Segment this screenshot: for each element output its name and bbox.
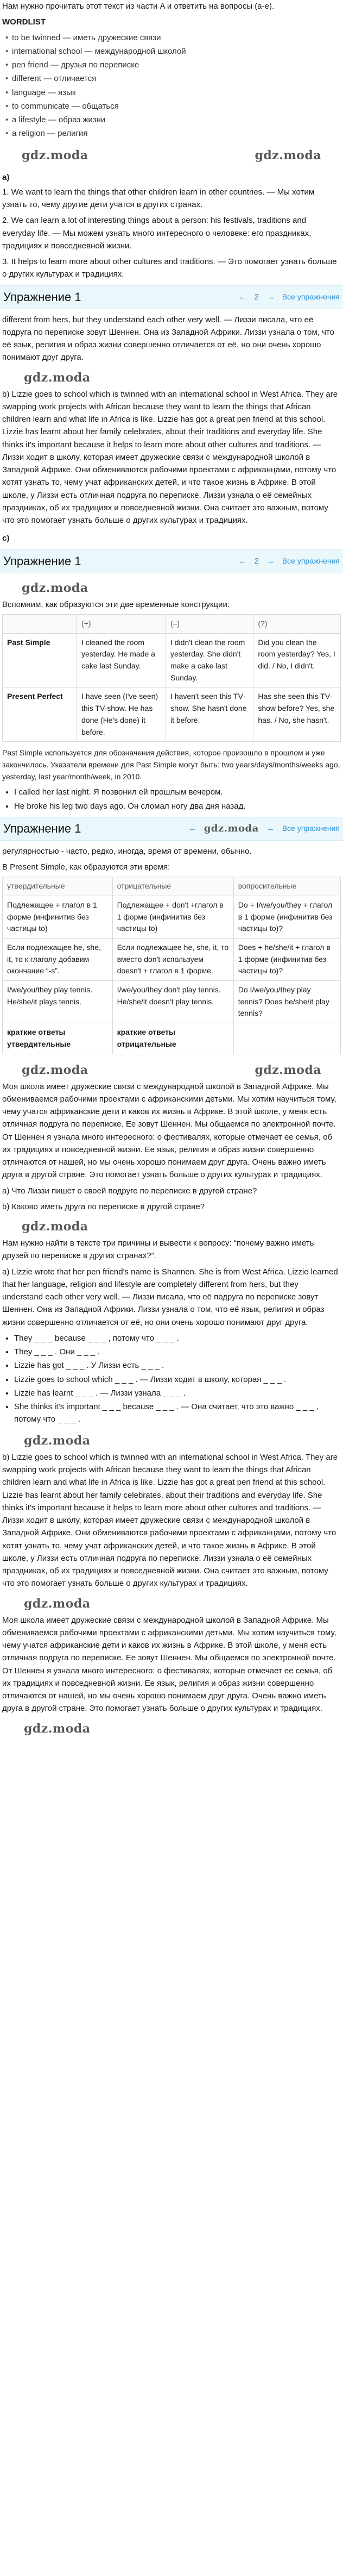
watermark: gdz.moda: [24, 1721, 91, 1736]
exercise-nav-title: Упражнение 1: [3, 290, 81, 304]
table-cell: Если подлежащее he, she, it, то вместо don't используем doesn't + глагол в 1 форме.: [112, 939, 233, 981]
table-cell: I haven't seen this TV-show. She hasn't done it before.: [166, 687, 253, 742]
table-cell: I/we/you/they don't play tennis. He/she/it doesn't play tennis.: [112, 981, 233, 1023]
next-arrow-icon[interactable]: →: [266, 824, 275, 834]
exercise-nav-title: Упражнение 1: [3, 554, 81, 568]
table-cell: Если подлежащее he, she, it, то к глаголу добавим окончание “-s”.: [3, 939, 113, 981]
grammar-lead: регулярностью - часто, редко, иногда, время от времени, обычно.: [2, 846, 252, 856]
watermark: gdz.moda: [24, 1433, 91, 1448]
text-block: [0, 314, 343, 545]
part-a-para: 3. It helps to learn more about other cultures and traditions. — Это помогает узнать больше о других культурах и традициях.: [2, 257, 337, 279]
table-row: [3, 633, 341, 687]
watermark: gdz.moda: [204, 822, 259, 834]
all-exercises-link[interactable]: Все упражнения: [282, 292, 340, 301]
exercise-nav-controls: [238, 291, 340, 303]
exercise-page-number: 2: [254, 557, 259, 566]
part-a-para: 1. We want to learn the things that other children learn in other countries. — Мы хотим узнать то, чему другие дети учатся в других странах.: [2, 187, 315, 210]
exercise-page-number: 2: [254, 292, 259, 302]
intro-block: [0, 0, 343, 141]
part-a-block: [0, 171, 343, 281]
table-header: вопросительные: [233, 877, 340, 896]
exercise-nav: [0, 285, 343, 309]
watermark-row: [0, 145, 343, 166]
wordlist-item: • to communicate — общаться: [2, 99, 341, 113]
table-row: [3, 981, 341, 1023]
school-text-para: Моя школа имеет дружеские связи с международной школой в Западной Африке. Мы обмениваемся рабочими проектами с африканскими детьми. Мы хотим научиться тому, чему учатся африканские дети и каков их жизнь в Африке. В этой школе, у меня есть отличная подруга по переписке. Ее зовут Шеннен. Мы общаемся по электронной почте. От Шеннен я узнала много интересного: о фестивалях, которые отмечает ее семья, об их традициях и повседневной жизни. Ее язык, религия и образ жизни совершенно отличаются от нашей, но мы очень хорошо понимаем друг друга. Очень важно иметь друга в другой стране. Это помогает узнать больше о других культурах и традициях.: [2, 1081, 336, 1180]
watermark-row: [2, 367, 341, 388]
table-header: (?): [253, 615, 341, 634]
answer-template-item: • She thinks it's important _ _ _ because _ _ _ . — Она считает, что это важно _ _ _ , потому что _ _ _ .: [14, 1400, 341, 1426]
watermark: gdz.moda: [22, 580, 88, 595]
wordlist-item: • pen friend — друзья по переписке: [2, 58, 341, 72]
watermark-row: [0, 578, 343, 598]
prev-arrow-icon[interactable]: ←: [188, 824, 196, 834]
task-lead: Нам нужно найти в тексте три причины и вывести к вопросу: “почему важно иметь друзей по переписке в других странах?”.: [2, 1239, 314, 1261]
wordlist-item: • a lifestyle — образ жизни: [2, 113, 341, 127]
text-para: different from hers, but they understand each other very well. — Лиззи писала, что её подруга по переписке зовут Шеннен. Она из Западной Африки. Лиззи узнала о том, что её язык, религия и образ жизни совершенно отличается от её, но они очень хорошо понимают друг друга.: [2, 315, 334, 362]
table-header: утвердительные: [3, 877, 113, 896]
table-header: [3, 615, 77, 634]
watermark: gdz.moda: [22, 1062, 88, 1077]
answer-template-item: • Lizzie has learnt _ _ _ . — Лиззи узнала _ _ _ .: [14, 1387, 341, 1399]
watermark: gdz.moda: [22, 1220, 88, 1234]
next-arrow-icon[interactable]: →: [266, 557, 275, 566]
grammar-note: Past Simple используется для обозначения действия, которое произошло в прошлом и уже закончилось. Указатели времени для Past Simple могут быть: two years/days/months/weeks ago, yesterday, last year/month/week, in 2010.: [2, 748, 340, 781]
text-para: b) Lizzie goes to school which is twinned with an international school in West Africa. They are swapping work projects with African because they want to learn the things that African children learn and what life in Africa is like. Lizzie has got a great pen friend at this school. Lizzie has learnt about her family celebrates, about their traditions and everyday life. She thinks it's important because it helps to learn more about other cultures and traditions. — Лиззи ходит в школу, которая имеет дружеские связи с международной школой в Западной Африке. Они обмениваются рабочими проектами с африканцами, потому что хотят узнать то, чему учат африканских детей, и что такое жизнь в Африке. В этой школе, у Лиззи есть отличная подруга по переписке. Лиззи узнала о её семейных праздниках, об их традициях и повседневной жизни. Она считает это важным, потому что это помогает узнать больше о других культурах и традициях.: [2, 389, 338, 526]
table-cell: Did you clean the room yesterday? Yes, I did. / No, I didn't.: [253, 633, 341, 687]
watermark-row: [2, 1430, 341, 1451]
wordlist-item: • a religion — религия: [2, 127, 341, 140]
answer-template-list: [2, 1332, 341, 1426]
task-block: [0, 1237, 343, 1739]
all-exercises-link[interactable]: Все упражнения: [282, 556, 340, 565]
table-cell: I have seen (I've seen) this TV-show. He has done (He's done) it before.: [77, 687, 166, 742]
table-cell: Подлежащее + don't +глагол в 1 форме (инфинитив без частицы to): [112, 896, 233, 938]
table-cell: I/we/you/they play tennis. He/she/it plays tennis.: [3, 981, 113, 1023]
task-answer-b: b) Lizzie goes to school which is twinned with an international school in West Africa. They are swapping work projects with African because they want to learn the things that African children learn and what life in Africa is like. Lizzie has got a great pen friend at this school. Lizzie has learnt about her family celebrates, about their traditions and everyday life. She thinks it's important because it helps to learn more about other cultures and traditions. — Лиззи ходит в школу, которая имеет дружеские связи с международной школой в Западной Африке. Они обмениваются рабочими проектами с африканцами, потому что хотят узнать то, чему учат африканских детей, и что такое жизнь в Африке. В этой школе, у Лиззи есть отличная подруга по переписке. Лиззи узнала о её семейных праздниках, об их традициях и повседневной жизни. Она считает это важным, потому что это помогает узнать больше о других культурах и традициях.: [2, 1452, 338, 1589]
table-cell: краткие ответы утвердительные: [3, 1023, 113, 1054]
table-cell: краткие ответы отрицательные: [112, 1023, 233, 1054]
prev-arrow-icon[interactable]: ←: [238, 557, 247, 566]
examples-list: [2, 786, 341, 812]
table-cell: Has she seen this TV-show before? Yes, she has. / No, she hasn't.: [253, 687, 341, 742]
wordlist-item: • different — отличается: [2, 72, 341, 85]
wordlist-item: • language — язык: [2, 86, 341, 99]
table-header: (–): [166, 615, 253, 634]
prev-arrow-icon[interactable]: ←: [238, 292, 247, 302]
grammar-lead: Вспомним, как образуются эти две временные конструкции:: [2, 599, 230, 609]
table-cell: Do + I/we/you/they + глагол в 1 форме (инфинитив без частицы to)?: [233, 896, 340, 938]
exercise-nav-controls: [188, 821, 340, 836]
exercise-nav: [0, 549, 343, 573]
answer-template-item: • They _ _ _ . Они _ _ _ .: [14, 1346, 341, 1358]
example-item: • I called her last night. Я позвонил ей прошлым вечером.: [14, 786, 341, 798]
next-arrow-icon[interactable]: →: [266, 292, 275, 302]
table-header: (+): [77, 615, 166, 634]
school-text-block: [0, 1080, 343, 1214]
grammar-lead: В Present Simple, как образуются эти время:: [2, 862, 170, 872]
table-row: [3, 939, 341, 981]
watermark-row: [2, 1718, 341, 1739]
intro-text: Нам нужно прочитать этот текст из части A и ответить на вопросы (a-e).: [2, 2, 275, 11]
exercise-nav-title: Упражнение 1: [3, 821, 81, 835]
exercise-nav-controls: [238, 555, 340, 567]
present-simple-table: [2, 877, 341, 1054]
wordlist-title: WORDLIST: [2, 17, 46, 27]
watermark: gdz.moda: [22, 148, 88, 162]
part-a-letter: a): [2, 172, 10, 182]
task-answer-c: Моя школа имеет дружеские связи с международной школой в Западной Африке. Мы обмениваемся рабочими проектами с африканскими детьми. Мы хотим научиться тому, чему учатся африканские дети и каков их жизнь в Африке. В этой школе, у меня есть отличная подруга по переписке. Ее зовут Шеннен. Мы общаемся по электронной почте. От Шеннен я узнала много интересного: о фестивалях, которые отмечает ее семья, об их традициях и повседневной жизни. Ее язык, религия и образ жизни совершенно отличаются от нашей, но мы очень хорошо понимаем друг друга. Очень важно иметь друга в другой стране. Это помогает узнать больше о других культурах и традициях.: [2, 1615, 336, 1714]
watermark: gdz.moda: [24, 1596, 91, 1611]
table-cell: [233, 1023, 340, 1054]
wordlist-item: • to be twinned — иметь дружеские связи: [2, 31, 341, 45]
table-cell: Do I/we/you/they play tennis? Does he/she/it play tennis?: [233, 981, 340, 1023]
wordlist: [2, 31, 341, 141]
table-header: отрицательные: [112, 877, 233, 896]
table-cell: Подлежащее + глагол в 1 форме (инфинитив без частицы to): [3, 896, 113, 938]
watermark-row: [2, 1593, 341, 1614]
part-c-letter: c): [2, 534, 10, 543]
all-exercises-link[interactable]: Все упражнения: [282, 823, 340, 833]
watermark: gdz.moda: [24, 370, 91, 385]
wordlist-item: • international school — международной школой: [2, 45, 341, 58]
row-label: Present Perfect: [3, 687, 77, 742]
table-cell: Does + he/she/it + глагол в 1 форме (инфинитив без частицы to)?: [233, 939, 340, 981]
answer-template-item: • Lizzie has got _ _ _ . У Лиззи есть _ _ _ .: [14, 1359, 341, 1372]
tense-table: [2, 614, 341, 742]
table-cell: I didn't clean the room yesterday. She didn't make a cake last Sunday.: [166, 633, 253, 687]
table-row: [3, 896, 341, 938]
grammar-past-perfect: [0, 598, 343, 611]
part-a-para: 2. We can learn a lot of interesting things about a person: his festivals, traditions and everyday life. — Мы можем узнать много интересного о человеке: его праздниках, традициях и повседневной жизни.: [2, 216, 312, 251]
school-text-para: b) Каково иметь друга по переписке в другой стране?: [2, 1202, 205, 1211]
watermark-row: [0, 1060, 343, 1080]
watermark-row: [0, 1216, 343, 1237]
watermark: gdz.moda: [255, 148, 321, 162]
row-label: Past Simple: [3, 633, 77, 687]
grammar-present-simple: [0, 845, 343, 874]
task-answer: a) Lizzie wrote that her pen friend's name is Shannen. She is from West Africa. Lizzie learned that her language, religion and lifestyle are completely different from hers, but they understand each other very well. — Лиззи писала, что её подруга по переписке зовут Шеннен. Она из Западной Африки. Лиззи узнала о том, что её язык, религия и образ жизни совершенно отличается от её, но они очень хорошо понимают друг друга.: [2, 1267, 338, 1327]
watermark: gdz.moda: [255, 1062, 321, 1077]
example-item: • He broke his leg two days ago. Он сломал ногу два дня назад.: [14, 800, 341, 812]
school-text-para: a) Что Лиззи пишет о своей подруге по переписке в другой стране?: [2, 1186, 257, 1196]
answer-template-item: • Lizzie goes to school which _ _ _ . — Лиззи ходит в школу, которая _ _ _ .: [14, 1373, 341, 1386]
table-row: [3, 1023, 341, 1054]
table-cell: I cleaned the room yesterday. He made a cake last Sunday.: [77, 633, 166, 687]
grammar-note-block: [0, 747, 343, 812]
exercise-nav: [0, 817, 343, 841]
table-row: [3, 687, 341, 742]
answer-template-item: • They _ _ _ because _ _ _ , потому что _ _ _ .: [14, 1332, 341, 1345]
